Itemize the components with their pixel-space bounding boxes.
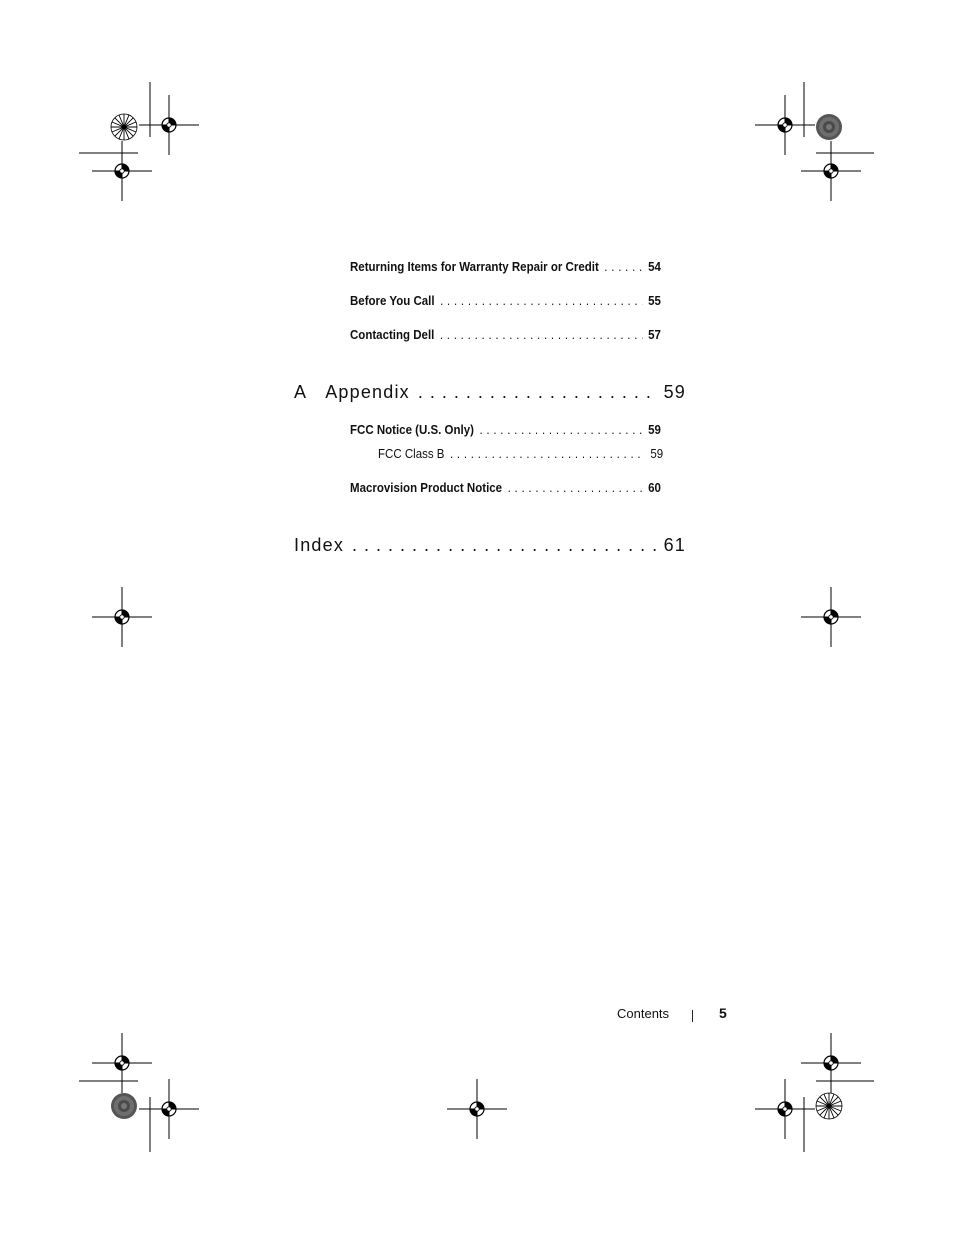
toc-leader-dots: [440, 328, 643, 342]
toc-leader-dots: [352, 535, 656, 556]
toc-entry-page: 60: [648, 481, 661, 495]
toc-chapter-appendix[interactable]: [294, 382, 686, 403]
toc-entry-page: 57: [648, 328, 661, 342]
toc-entry-page: 54: [648, 260, 661, 274]
toc-entry[interactable]: [350, 294, 661, 308]
toc-chapter-page: 59: [663, 382, 686, 402]
toc-entry[interactable]: [350, 423, 661, 437]
toc-subentry-title: FCC Class B: [378, 447, 445, 461]
toc-subentry[interactable]: [378, 447, 663, 461]
toc-entry-page: 55: [648, 294, 661, 308]
footer-section-label: Contents: [617, 1006, 670, 1021]
toc-entry[interactable]: [350, 481, 661, 495]
toc-leader-dots: [450, 447, 645, 461]
toc-leader-dots: [440, 294, 643, 308]
toc-subentry-page: 59: [650, 447, 664, 461]
toc-leader-dots: [604, 260, 642, 274]
toc-entry-title: Returning Items for Warranty Repair or Credit: [350, 260, 599, 274]
toc-chapter-title: Appendix: [325, 382, 410, 402]
footer-page-number: 5: [719, 1005, 727, 1021]
toc-entry[interactable]: [350, 328, 661, 342]
toc-chapter-page: 61: [663, 535, 686, 555]
toc-entry-title: Before You Call: [350, 294, 435, 308]
toc-leader-dots: [479, 423, 642, 437]
toc-entry-title: FCC Notice (U.S. Only): [350, 423, 474, 437]
toc-entry-page: 59: [648, 423, 661, 437]
footer-separator: [692, 1010, 693, 1022]
toc-leader-dots: [508, 481, 643, 495]
toc-chapter-index[interactable]: [294, 535, 686, 556]
toc-entry-title: Contacting Dell: [350, 328, 435, 342]
toc-chapter-title: Index: [294, 535, 345, 555]
toc-chapter-letter: A: [294, 382, 308, 402]
toc-entry-title: Macrovision Product Notice: [350, 481, 503, 495]
toc-entry[interactable]: [350, 260, 661, 274]
toc-leader-dots: [418, 382, 656, 403]
